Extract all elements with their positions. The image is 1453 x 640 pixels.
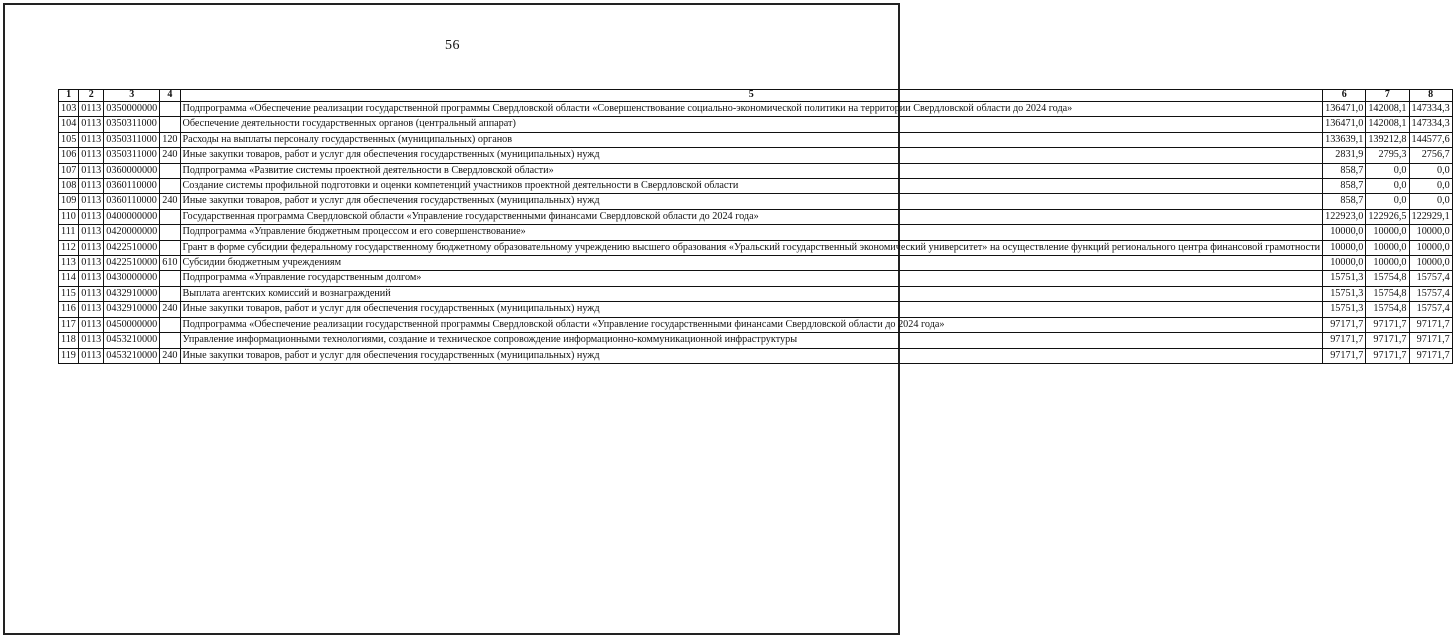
section-code-cell: 0113: [79, 256, 104, 271]
table-row: [59, 132, 1453, 147]
amount-col7-cell: 139212,8: [1366, 132, 1409, 147]
amount-col6-cell: 15751,3: [1323, 271, 1366, 286]
amount-col8-cell: 0,0: [1409, 163, 1452, 178]
page-number: 56: [445, 38, 460, 53]
item-name-cell: Государственная программа Свердловской области «Управление государственными финансами Свердловской области до 2024 года»: [180, 209, 1323, 224]
table-row: [59, 256, 1453, 271]
header-cell: 4: [160, 90, 180, 102]
section-code-cell: 0113: [79, 317, 104, 332]
target-article-cell: 0432910000: [104, 286, 160, 301]
item-name-cell: Управление информационными технологиями, создание и техническое сопровождение информационно-коммуникационной инфраструктуры: [180, 333, 1323, 348]
table-row: [59, 286, 1453, 301]
amount-col6-cell: 136471,0: [1323, 117, 1366, 132]
expense-type-cell: 240: [160, 148, 180, 163]
amount-col8-cell: 15757,4: [1409, 302, 1452, 317]
target-article-cell: 0350000000: [104, 102, 160, 117]
section-code-cell: 0113: [79, 271, 104, 286]
item-name-cell: Грант в форме субсидии федеральному государственному бюджетному образовательному учреждению высшего образования «Уральский государственный экономический университет» на осуществление функций регионального центра финансовой грамотности: [180, 240, 1323, 255]
amount-col7-cell: 15754,8: [1366, 286, 1409, 301]
section-code-cell: 0113: [79, 286, 104, 301]
amount-col8-cell: 97171,7: [1409, 348, 1452, 363]
amount-col6-cell: 97171,7: [1323, 317, 1366, 332]
table-row: [59, 333, 1453, 348]
table-row: [59, 317, 1453, 332]
amount-col8-cell: 147334,3: [1409, 117, 1452, 132]
amount-col7-cell: 142008,1: [1366, 117, 1409, 132]
amount-col7-cell: 97171,7: [1366, 317, 1409, 332]
table-row: [59, 302, 1453, 317]
section-code-cell: 0113: [79, 132, 104, 147]
target-article-cell: 0350311000: [104, 148, 160, 163]
amount-col8-cell: 10000,0: [1409, 256, 1452, 271]
row-number-cell: 118: [59, 333, 79, 348]
header-cell: 7: [1366, 90, 1409, 102]
header-cell: 3: [104, 90, 160, 102]
item-name-cell: Создание системы профильной подготовки и оценки компетенций участников проектной деятельности в Свердловской области: [180, 179, 1323, 194]
row-number-cell: 114: [59, 271, 79, 286]
amount-col6-cell: 2831,9: [1323, 148, 1366, 163]
header-cell: 6: [1323, 90, 1366, 102]
section-code-cell: 0113: [79, 240, 104, 255]
expense-type-cell: [160, 271, 180, 286]
amount-col7-cell: 10000,0: [1366, 240, 1409, 255]
section-code-cell: 0113: [79, 225, 104, 240]
row-number-cell: 112: [59, 240, 79, 255]
section-code-cell: 0113: [79, 148, 104, 163]
amount-col8-cell: 147334,3: [1409, 102, 1452, 117]
expense-type-cell: 240: [160, 348, 180, 363]
target-article-cell: 0360000000: [104, 163, 160, 178]
item-name-cell: Обеспечение деятельности государственных органов (центральный аппарат): [180, 117, 1323, 132]
section-code-cell: 0113: [79, 102, 104, 117]
row-number-cell: 119: [59, 348, 79, 363]
amount-col7-cell: 142008,1: [1366, 102, 1409, 117]
table-row: [59, 117, 1453, 132]
section-code-cell: 0113: [79, 209, 104, 224]
row-number-cell: 106: [59, 148, 79, 163]
amount-col8-cell: 0,0: [1409, 179, 1452, 194]
amount-col6-cell: 10000,0: [1323, 256, 1366, 271]
expense-type-cell: [160, 286, 180, 301]
expense-type-cell: 610: [160, 256, 180, 271]
table-row: [59, 194, 1453, 209]
amount-col6-cell: 15751,3: [1323, 286, 1366, 301]
item-name-cell: Выплата агентских комиссий и вознаграждений: [180, 286, 1323, 301]
expense-type-cell: [160, 117, 180, 132]
amount-col7-cell: 0,0: [1366, 163, 1409, 178]
item-name-cell: Иные закупки товаров, работ и услуг для обеспечения государственных (муниципальных) нужд: [180, 194, 1323, 209]
amount-col6-cell: 97171,7: [1323, 333, 1366, 348]
header-cell: 1: [59, 90, 79, 102]
expense-type-cell: 240: [160, 194, 180, 209]
section-code-cell: 0113: [79, 194, 104, 209]
target-article-cell: 0350311000: [104, 132, 160, 147]
target-article-cell: 0430000000: [104, 271, 160, 286]
table-row: [59, 209, 1453, 224]
item-name-cell: Субсидии бюджетным учреждениям: [180, 256, 1323, 271]
amount-col7-cell: 0,0: [1366, 194, 1409, 209]
amount-col6-cell: 10000,0: [1323, 240, 1366, 255]
table-row: [59, 163, 1453, 178]
section-code-cell: 0113: [79, 348, 104, 363]
row-number-cell: 110: [59, 209, 79, 224]
expense-type-cell: 120: [160, 132, 180, 147]
amount-col7-cell: 10000,0: [1366, 256, 1409, 271]
row-number-cell: 104: [59, 117, 79, 132]
amount-col8-cell: 122929,1: [1409, 209, 1452, 224]
amount-col6-cell: 122923,0: [1323, 209, 1366, 224]
target-article-cell: 0453210000: [104, 348, 160, 363]
table-body: [59, 102, 1453, 364]
row-number-cell: 108: [59, 179, 79, 194]
header-row: [59, 90, 1453, 102]
row-number-cell: 107: [59, 163, 79, 178]
amount-col8-cell: 15757,4: [1409, 286, 1452, 301]
amount-col7-cell: 15754,8: [1366, 271, 1409, 286]
table-row: [59, 348, 1453, 363]
section-code-cell: 0113: [79, 163, 104, 178]
expense-type-cell: [160, 163, 180, 178]
amount-col7-cell: 122926,5: [1366, 209, 1409, 224]
amount-col7-cell: 97171,7: [1366, 348, 1409, 363]
expense-type-cell: [160, 317, 180, 332]
header-cell: 2: [79, 90, 104, 102]
row-number-cell: 113: [59, 256, 79, 271]
target-article-cell: 0453210000: [104, 333, 160, 348]
header-cell: 5: [180, 90, 1323, 102]
header-cell: 8: [1409, 90, 1452, 102]
target-article-cell: 0360110000: [104, 179, 160, 194]
expense-type-cell: [160, 240, 180, 255]
expense-type-cell: [160, 179, 180, 194]
amount-col8-cell: 2756,7: [1409, 148, 1452, 163]
expense-type-cell: 240: [160, 302, 180, 317]
item-name-cell: Подпрограмма «Управление государственным долгом»: [180, 271, 1323, 286]
expense-type-cell: [160, 225, 180, 240]
row-number-cell: 105: [59, 132, 79, 147]
expense-type-cell: [160, 209, 180, 224]
amount-col6-cell: 858,7: [1323, 179, 1366, 194]
table-row: [59, 102, 1453, 117]
table-row: [59, 240, 1453, 255]
amount-col6-cell: 97171,7: [1323, 348, 1366, 363]
item-name-cell: Иные закупки товаров, работ и услуг для обеспечения государственных (муниципальных) нужд: [180, 302, 1323, 317]
target-article-cell: 0450000000: [104, 317, 160, 332]
item-name-cell: Иные закупки товаров, работ и услуг для обеспечения государственных (муниципальных) нужд: [180, 148, 1323, 163]
item-name-cell: Подпрограмма «Обеспечение реализации государственной программы Свердловской области «Управление государственными финансами Свердловской области до 2024 года»: [180, 317, 1323, 332]
target-article-cell: 0422510000: [104, 240, 160, 255]
table-row: [59, 179, 1453, 194]
amount-col6-cell: 15751,3: [1323, 302, 1366, 317]
amount-col6-cell: 858,7: [1323, 194, 1366, 209]
item-name-cell: Подпрограмма «Обеспечение реализации государственной программы Свердловской области «Совершенствование социально-экономической политики на территории Свердловской области до 2024 года»: [180, 102, 1323, 117]
amount-col7-cell: 10000,0: [1366, 225, 1409, 240]
amount-col6-cell: 133639,1: [1323, 132, 1366, 147]
expense-type-cell: [160, 102, 180, 117]
row-number-cell: 103: [59, 102, 79, 117]
row-number-cell: 116: [59, 302, 79, 317]
row-number-cell: 117: [59, 317, 79, 332]
row-number-cell: 111: [59, 225, 79, 240]
section-code-cell: 0113: [79, 302, 104, 317]
item-name-cell: Подпрограмма «Развитие системы проектной деятельности в Свердловской области»: [180, 163, 1323, 178]
target-article-cell: 0432910000: [104, 302, 160, 317]
expense-type-cell: [160, 333, 180, 348]
target-article-cell: 0350311000: [104, 117, 160, 132]
target-article-cell: 0422510000: [104, 256, 160, 271]
target-article-cell: 0400000000: [104, 209, 160, 224]
target-article-cell: 0360110000: [104, 194, 160, 209]
item-name-cell: Подпрограмма «Управление бюджетным процессом и его совершенствование»: [180, 225, 1323, 240]
table-row: [59, 225, 1453, 240]
amount-col8-cell: 0,0: [1409, 194, 1452, 209]
amount-col6-cell: 136471,0: [1323, 102, 1366, 117]
amount-col7-cell: 97171,7: [1366, 333, 1409, 348]
row-number-cell: 115: [59, 286, 79, 301]
amount-col8-cell: 10000,0: [1409, 225, 1452, 240]
target-article-cell: 0420000000: [104, 225, 160, 240]
amount-col8-cell: 15757,4: [1409, 271, 1452, 286]
amount-col6-cell: 858,7: [1323, 163, 1366, 178]
amount-col7-cell: 0,0: [1366, 179, 1409, 194]
amount-col8-cell: 97171,7: [1409, 333, 1452, 348]
item-name-cell: Расходы на выплаты персоналу государственных (муниципальных) органов: [180, 132, 1323, 147]
section-code-cell: 0113: [79, 333, 104, 348]
table-row: [59, 271, 1453, 286]
amount-col8-cell: 10000,0: [1409, 240, 1452, 255]
section-code-cell: 0113: [79, 117, 104, 132]
amount-col7-cell: 15754,8: [1366, 302, 1409, 317]
amount-col7-cell: 2795,3: [1366, 148, 1409, 163]
amount-col6-cell: 10000,0: [1323, 225, 1366, 240]
row-number-cell: 109: [59, 194, 79, 209]
section-code-cell: 0113: [79, 179, 104, 194]
amount-col8-cell: 97171,7: [1409, 317, 1452, 332]
table-row: [59, 148, 1453, 163]
budget-table: [58, 89, 1453, 364]
item-name-cell: Иные закупки товаров, работ и услуг для обеспечения государственных (муниципальных) нужд: [180, 348, 1323, 363]
amount-col8-cell: 144577,6: [1409, 132, 1452, 147]
